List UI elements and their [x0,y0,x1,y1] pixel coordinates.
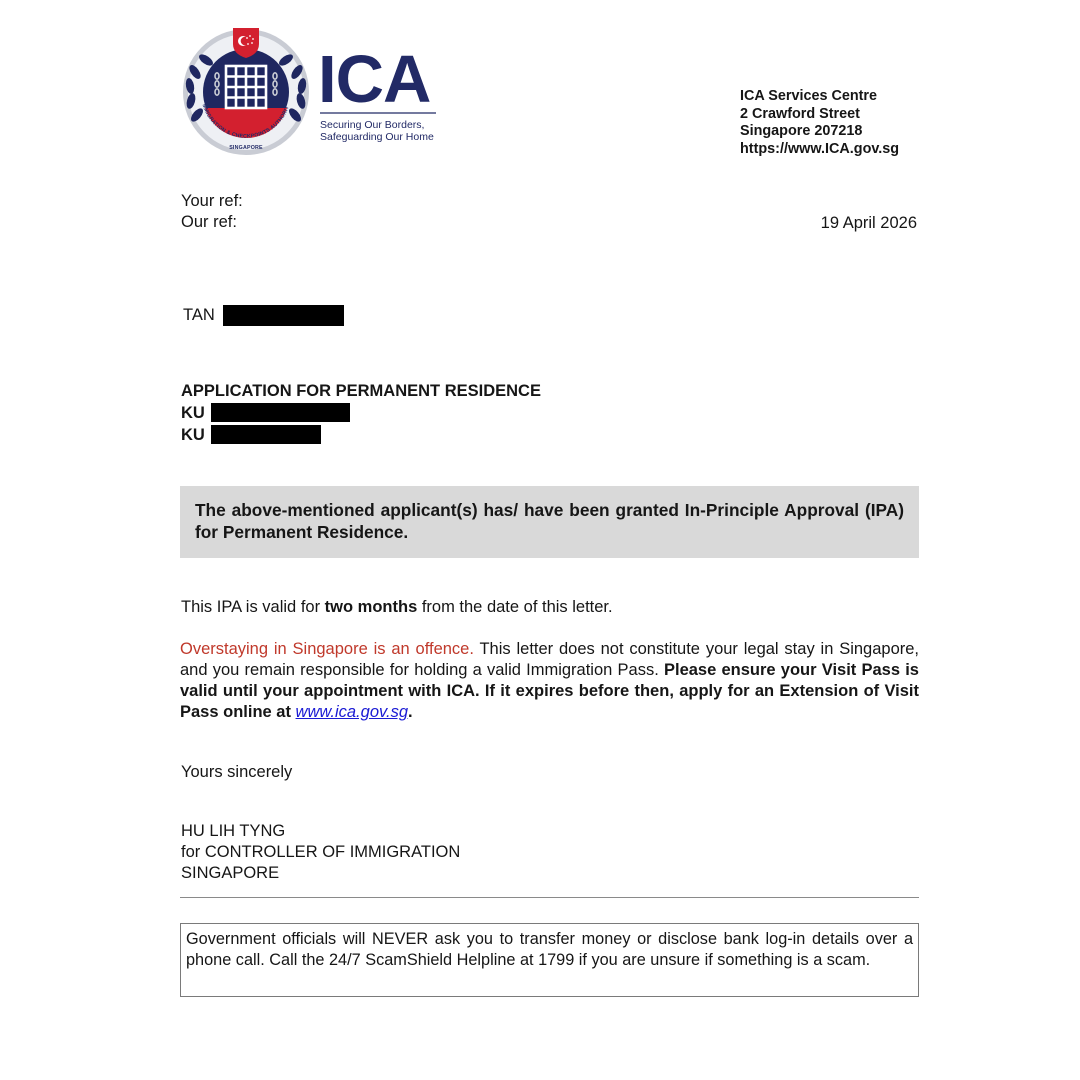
redaction-bar [223,305,344,326]
addressee [183,305,344,326]
signatory-name: HU LIH TYNG [181,822,286,840]
ica-website-link[interactable]: www.ica.gov.sg [295,703,409,721]
signatory-role: for CONTROLLER OF IMMIGRATION [181,843,461,861]
validity-prefix: This IPA is valid for [181,598,325,616]
applicant-row [181,403,541,425]
validity-suffix: from the date of this letter. [417,598,613,616]
your-ref-label: Your ref: [181,192,243,210]
ica-wordmark [318,44,440,144]
overstay-normal-text: This letter does not constitute your legal stay in Singapore, and you remain responsible for holding a valid Immigration Pass. [180,640,920,679]
ica-seal-logo [181,24,311,158]
overstay-warning: Overstaying in Singapore is an offence. [180,640,474,658]
address-line-2: 2 Crawford Street [740,105,860,122]
subject-title: APPLICATION FOR PERMANENT RESIDENCE [181,382,541,400]
overstay-end: . [408,703,413,721]
redaction-bar [211,425,321,444]
sender-address [740,88,899,158]
address-line-3: Singapore 207218 [740,123,863,139]
scam-notice-box [180,923,919,997]
validity-duration: two months [324,598,418,616]
footer-divider [180,897,919,898]
addressee-surname: TAN [183,306,215,324]
overstay-paragraph [180,639,919,723]
validity-paragraph [181,597,613,618]
overstay-bold-text: Please ensure your Visit Pass is valid until your appointment with ICA. If it expires before then, apply for an Extension of Visit Pass online at [180,661,919,721]
scam-notice-text: Government officials will NEVER ask you to transfer money or disclose bank log-in details over a phone call. Call the 24/7 ScamShield Helpline at 1799 if you are unsure if something is a scam. [186,930,913,969]
approval-text: The above-mentioned applicant(s) has/ have been granted In-Principle Approval (IPA) for Permanent Residence. [195,500,904,542]
seal-text-upper: MMIGRATION & CHECKPOINTS AUTHORIT [200,103,291,140]
letter-date: 19 April 2026 [820,214,917,232]
reference-block [181,191,243,233]
applicant-2-surname: KU [181,426,205,444]
wordmark-text: ICA [318,44,431,117]
address-line-1: ICA Services Centre [740,88,878,104]
signature-block [181,821,460,884]
applicant-row [181,425,541,447]
closing-salutation: Yours sincerely [181,763,293,781]
subject-block [181,381,541,447]
applicant-1-surname: KU [181,404,205,422]
tagline-line1: Securing Our Borders, [320,119,425,131]
tagline-line2: Safeguarding Our Home [320,131,434,143]
signatory-country: SINGAPORE [181,864,280,882]
address-website: https://www.ICA.gov.sg [740,140,900,157]
redaction-bar [211,403,350,422]
approval-banner [180,486,919,558]
seal-text-lower: SINGAPORE [229,145,263,151]
our-ref-label: Our ref: [181,213,237,231]
